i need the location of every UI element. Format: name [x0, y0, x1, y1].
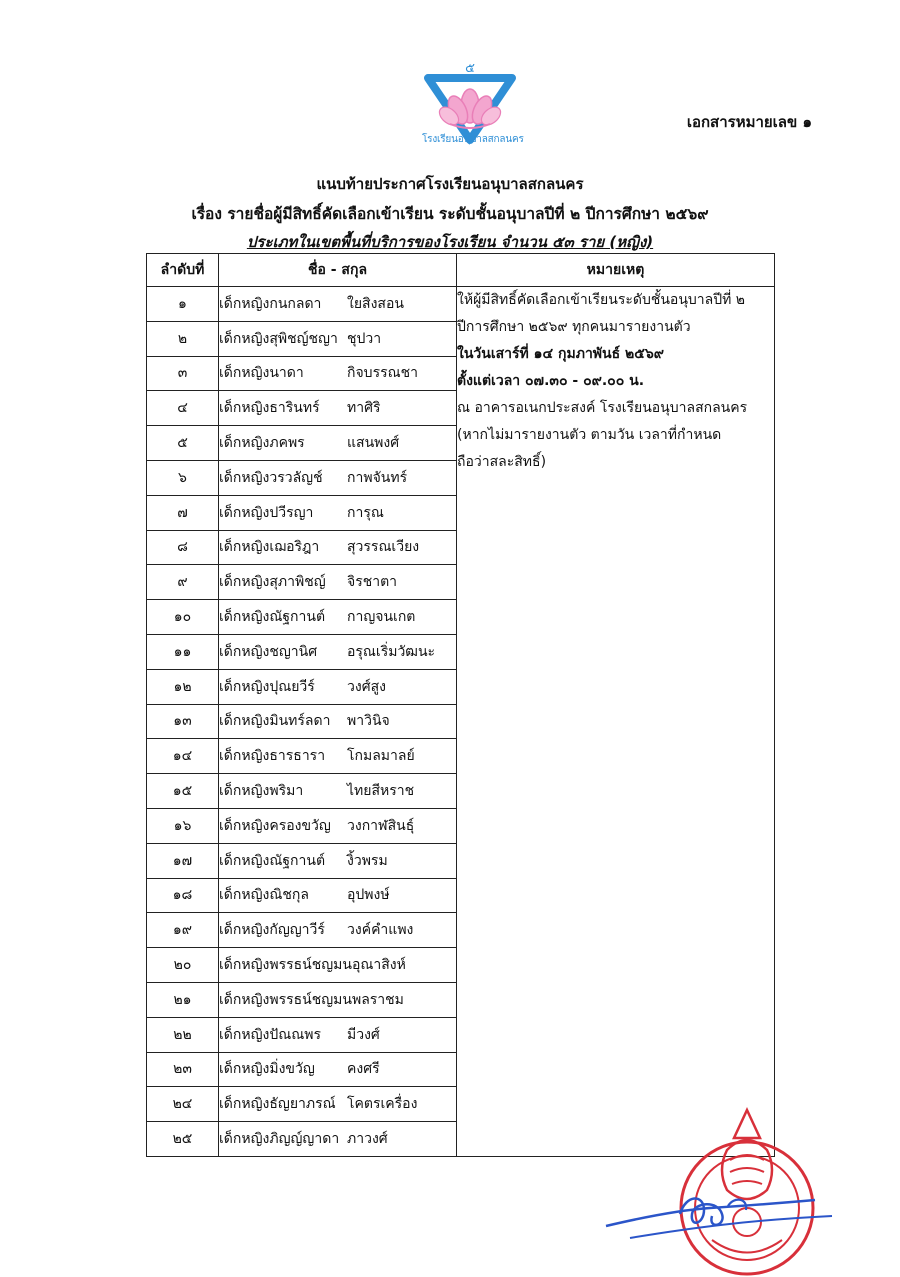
given-name: เด็กหญิงปัณณพร [219, 1026, 321, 1043]
given-name: เด็กหญิงพริมา [219, 783, 304, 800]
given-name: เด็กหญิงธารธารา [219, 748, 326, 765]
remark-location: ณ อาคารอเนกประสงค์ โรงเรียนอนุบาลสกลนคร [457, 400, 748, 416]
student-name [219, 1087, 457, 1122]
given-name: เด็กหญิงกัญญาวีร์ [219, 922, 325, 939]
logo-numeral: ๕ [465, 61, 475, 76]
student-name [219, 1017, 457, 1052]
row-number: ๒๐ [147, 948, 219, 983]
surname: กาพจันทร์ [347, 469, 408, 486]
student-name [219, 634, 457, 669]
table-row [147, 287, 775, 322]
surname: อุณาสิงห์ [351, 957, 406, 974]
given-name: เด็กหญิงณิชกุล [219, 887, 309, 904]
row-number: ๑๕ [147, 774, 219, 809]
student-name [219, 704, 457, 739]
surname: ทาศิริ [347, 400, 381, 417]
student-name [219, 774, 457, 809]
table-header-row [147, 254, 775, 287]
given-name: เด็กหญิงมิ่งขวัญ [219, 1061, 315, 1078]
row-number: ๒๒ [147, 1017, 219, 1052]
surname: วงศ์สูง [347, 678, 386, 695]
given-name: เด็กหญิงปวีรญา [219, 504, 314, 521]
surname: วงค์คำแพง [347, 922, 414, 939]
surname: ใยสิงสอน [347, 295, 404, 312]
row-number: ๑๐ [147, 600, 219, 635]
given-name: เด็กหญิงกนกลดา [219, 295, 322, 312]
given-name: เด็กหญิงสุภาพิชญ์ [219, 574, 326, 591]
surname: กาญจนเกต [347, 609, 416, 626]
student-name [219, 843, 457, 878]
student-roster-table [146, 253, 775, 1157]
student-name [219, 739, 457, 774]
student-name [219, 982, 457, 1017]
surname: มีวงศ์ [347, 1026, 380, 1043]
row-number: ๑๓ [147, 704, 219, 739]
row-number: ๓ [147, 356, 219, 391]
given-name: เด็กหญิงธัญยาภรณ์ [219, 1096, 336, 1113]
surname: ภาวงศ์ [347, 1131, 388, 1148]
row-number: ๑๑ [147, 634, 219, 669]
surname: การุณ [347, 504, 384, 521]
row-number: ๑๒ [147, 669, 219, 704]
surname: จิรชาตา [347, 574, 398, 591]
row-number: ๖ [147, 460, 219, 495]
given-name: เด็กหญิงณัฐกานต์ [219, 852, 326, 869]
given-name: เด็กหญิงเฌอริฎา [219, 539, 320, 556]
student-name [219, 287, 457, 322]
surname: สุวรรณเวียง [347, 539, 420, 556]
student-name [219, 948, 457, 983]
remark-time: ตั้งแต่เวลา ๐๗.๓๐ - ๐๙.๐๐ น. [457, 373, 645, 389]
row-number: ๔ [147, 391, 219, 426]
given-name: เด็กหญิงชญานิศ [219, 643, 318, 660]
remark-cell [457, 287, 775, 1157]
row-number: ๑๔ [147, 739, 219, 774]
document-number: เอกสารหมายเลข ๑ [686, 113, 812, 131]
header-name: ชื่อ - สกุล [219, 254, 457, 287]
given-name: เด็กหญิงภิญญ์ญาดา [219, 1131, 340, 1148]
given-name: เด็กหญิงภคพร [219, 435, 305, 452]
student-name [219, 530, 457, 565]
row-number: ๑ [147, 287, 219, 322]
surname: วงกาฬสินธุ์ [347, 817, 415, 834]
student-name [219, 913, 457, 948]
student-name [219, 669, 457, 704]
signature [600, 1180, 840, 1250]
student-name [219, 878, 457, 913]
surname: ชุปวา [347, 330, 382, 347]
row-number: ๑๖ [147, 808, 219, 843]
logo-caption: โรงเรียนอนุบาลสกลนคร [422, 134, 524, 145]
surname: แสนพงศ์ [347, 435, 400, 452]
student-name [219, 495, 457, 530]
row-number: ๙ [147, 565, 219, 600]
student-name [219, 356, 457, 391]
student-name [219, 565, 457, 600]
row-number: ๑๘ [147, 878, 219, 913]
row-number: ๗ [147, 495, 219, 530]
student-name [219, 321, 457, 356]
surname: งิ้วพรม [347, 852, 388, 869]
row-number: ๕ [147, 426, 219, 461]
row-number: ๒๕ [147, 1122, 219, 1157]
remark-date: ในวันเสาร์ที่ ๑๔ กุมภาพันธ์ ๒๕๖๙ [457, 346, 664, 362]
remark-line: (หากไม่มารายงานตัว ตามวัน เวลาที่กำหนด [457, 427, 722, 443]
remark-line: ถือว่าสละสิทธิ์) [457, 454, 547, 470]
remark-line: ปีการศึกษา ๒๕๖๙ ทุกคนมารายงานตัว [457, 319, 691, 335]
given-name: เด็กหญิงครองขวัญ [219, 817, 331, 834]
announcement-title: แนบท้ายประกาศโรงเรียนอนุบาลสกลนคร [316, 175, 584, 193]
signature-stroke [600, 1180, 840, 1250]
row-number: ๒ [147, 321, 219, 356]
given-name: เด็กหญิงวรวลัญช์ [219, 469, 323, 486]
row-number: ๒๔ [147, 1087, 219, 1122]
announcement-category: ประเภทในเขตพื้นที่บริการของโรงเรียน จำนวน ๕๓ ราย (หญิง) [246, 233, 654, 251]
given-name: เด็กหญิงมินทร์ลดา [219, 713, 331, 730]
announcement-subject: เรื่อง รายชื่อผู้มีสิทธิ์คัดเลือกเข้าเรียน ระดับชั้นอนุบาลปีที่ ๒ ปีการศึกษา ๒๕๖๙ [191, 205, 709, 223]
surname: อรุณเริ่มวัฒนะ [347, 643, 436, 660]
header-number: ลำดับที่ [147, 254, 219, 287]
row-number: ๑๙ [147, 913, 219, 948]
surname: ไทยสีหราช [347, 783, 415, 800]
surname: คงศรี [347, 1061, 380, 1078]
given-name: เด็กหญิงปุณยวีร์ [219, 678, 315, 695]
given-name: เด็กหญิงสุพิชญ์ชญา [219, 330, 338, 347]
given-name: เด็กหญิงนาดา [219, 365, 304, 382]
given-name: เด็กหญิงพรรธน์ชญมน [219, 957, 352, 974]
row-number: ๒๓ [147, 1052, 219, 1087]
row-number: ๘ [147, 530, 219, 565]
given-name: เด็กหญิงพรรธน์ชญมน [219, 991, 352, 1008]
student-name [219, 391, 457, 426]
surname: โกมลมาลย์ [347, 748, 415, 765]
header-remark: หมายเหตุ [457, 254, 775, 287]
student-name [219, 1052, 457, 1087]
surname: พาวินิจ [347, 713, 390, 730]
surname: พลราชม [351, 991, 404, 1008]
student-name [219, 426, 457, 461]
student-name [219, 460, 457, 495]
given-name: เด็กหญิงณัฐกานต์ [219, 609, 326, 626]
remark-line: ให้ผู้มีสิทธิ์คัดเลือกเข้าเรียนระดับชั้นอนุบาลปีที่ ๒ [457, 292, 746, 308]
row-number: ๒๑ [147, 982, 219, 1017]
surname: โคตรเครื่อง [347, 1096, 418, 1113]
student-name [219, 808, 457, 843]
surname: กิจบรรณชา [347, 365, 418, 382]
given-name: เด็กหญิงธารินทร์ [219, 400, 320, 417]
row-number: ๑๗ [147, 843, 219, 878]
surname: อุปพงษ์ [347, 887, 390, 904]
student-name [219, 600, 457, 635]
student-name [219, 1122, 457, 1157]
